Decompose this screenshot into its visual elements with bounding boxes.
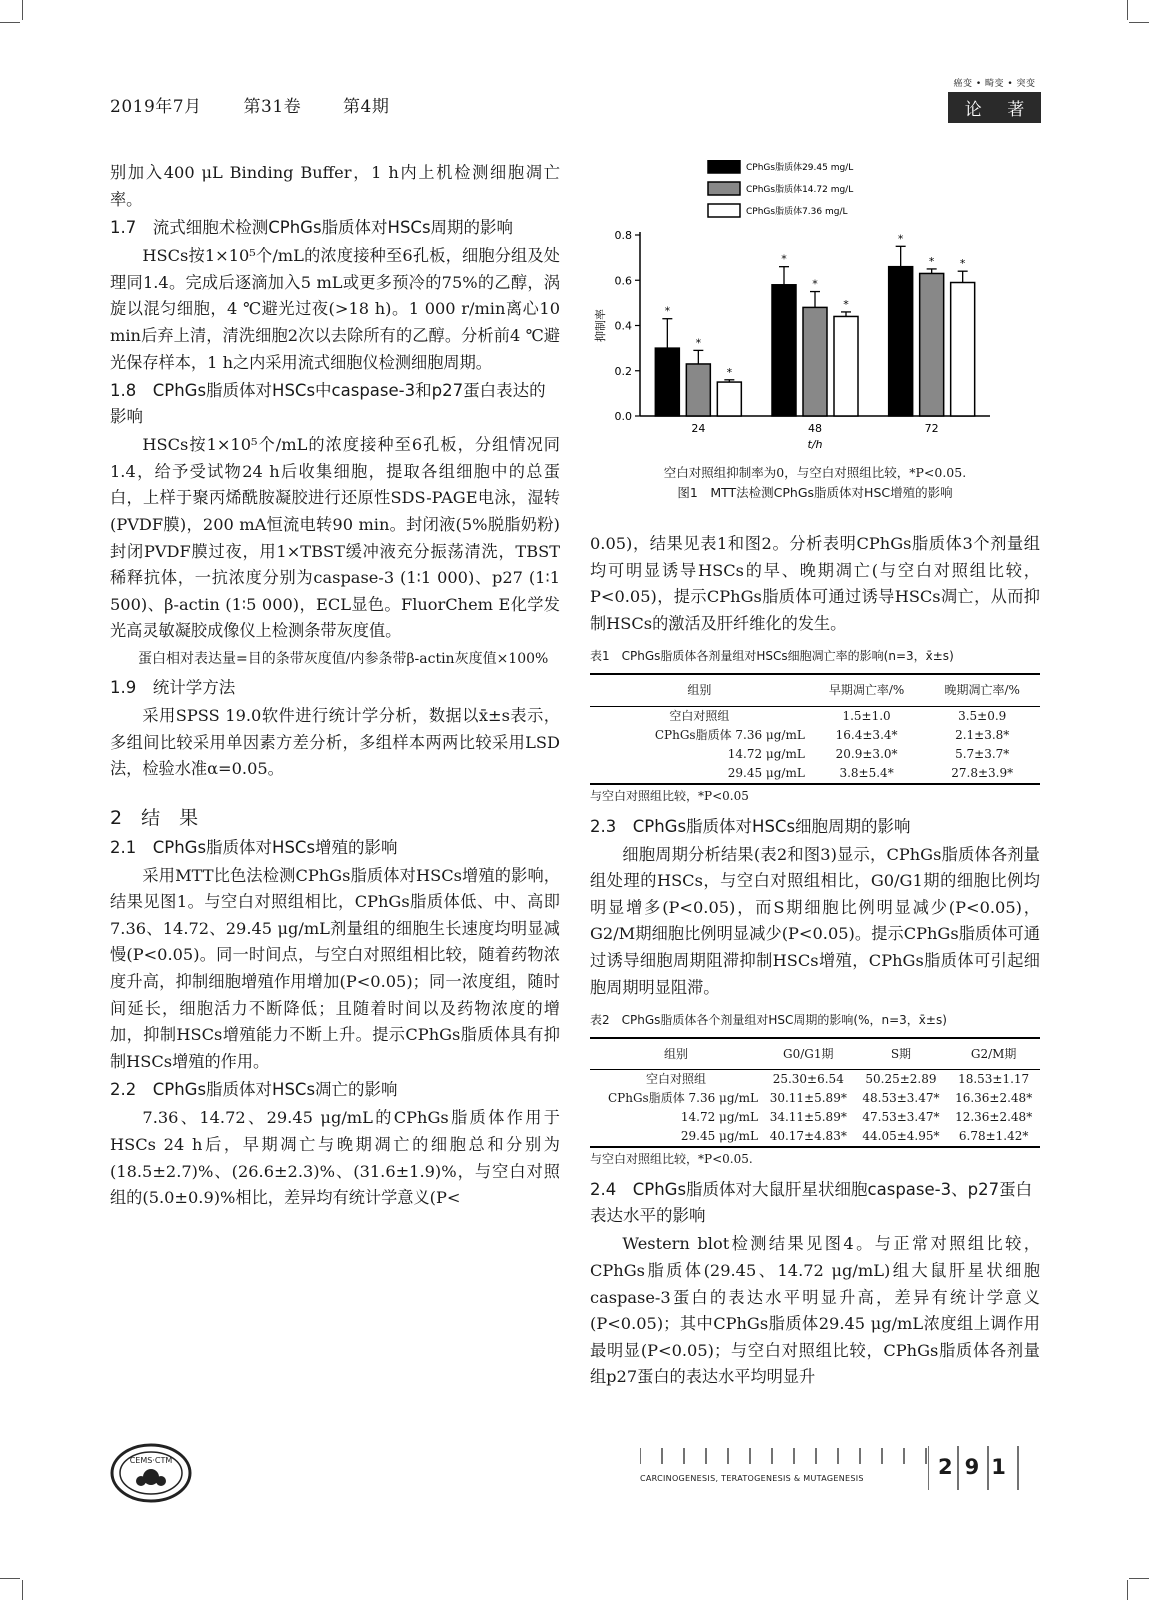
journal-tags: 癌变 • 畸变 • 突变 [953,79,1036,89]
legend-label: CPhGs脂质体14.72 mg/L [746,185,854,195]
table-cell: 29.45 μg/mL [680,1129,758,1144]
table-cell: CPhGs脂质体 7.36 μg/mL [607,1091,758,1106]
page-number: 291 [938,1455,1018,1479]
right-column [590,531,1040,1391]
x-axis-label: t/h [807,438,823,451]
column-header: 组别 [663,1046,688,1061]
section-heading-2: 2 结 果 [110,806,199,829]
table-1-caption: 表1 CPhGs脂质体各剂量组对HSCs细胞凋亡率的影响(n=3，x̄±s) [590,649,954,664]
bar [951,283,975,416]
figure-note: 空白对照组抑制率为0，与空白对照组比较，*P<0.05. [663,465,967,480]
section-heading-2-1: 2.1 CPhGs脂质体对HSCs增殖的影响 [110,837,398,857]
table-row [590,1108,1040,1127]
figure-1-caption-block [590,463,1040,503]
journal-name: CARCINOGENESIS, TERATOGENESIS & MUTAGENESIS [640,1474,864,1483]
y-tick-label: 0.0 [614,410,632,423]
y-tick-label: 0.4 [614,319,632,333]
table-2 [590,1037,1040,1149]
bar [655,348,679,416]
crop-mark [0,22,20,23]
table-cell: 48.53±3.47* [862,1091,940,1106]
table-cell: 20.9±3.0* [835,746,898,761]
table-cell: 27.8±3.9* [951,765,1014,780]
footer-bars [640,1448,940,1474]
table-row [590,726,1040,745]
y-tick-label: 0.6 [614,274,632,288]
crop-mark [1129,22,1149,23]
table-cell: CPhGs脂质体 7.36 μg/mL [654,727,805,742]
header-issue: 第4期 [343,97,390,117]
table-row [590,764,1040,784]
table-cell: 空白对照组 [669,708,730,723]
table-cell: 50.25±2.89 [865,1072,937,1087]
y-tick-label: 0.8 [614,229,632,242]
legend-label: CPhGs脂质体29.45 mg/L [746,163,854,173]
column-header: S期 [890,1046,912,1061]
paragraph: 采用MTT比色法检测CPhGs脂质体对HSCs增殖的影响，结果见图1。与空白对照组相比，CPhGs脂质体低、中、高即7.36、14.72、29.45 μg/mL剂量组的细胞生长速度均明显减慢(P<0.05)。同一时间点，与空白对照组相比较，随着药物浓度升高，抑制细胞增殖作用增加(P<0.05)；同一浓度组，随时间延长，细胞活力不断降低；且随着时间以及药物浓度的增加，抑制HSCs增殖能力不断上升。提示CPhGs脂质体具有抑制HSCs增殖的作用。 [110,865,560,1071]
table-cell: 6.78±1.42* [958,1129,1029,1144]
x-tick-label: 72 [924,422,939,435]
bar [889,267,913,416]
significance-marker: * [664,304,671,318]
table-cell: 44.05±4.95* [862,1129,940,1144]
paragraph: HSCs按1×10⁵个/mL的浓度接种至6孔板，细胞分组及处理同1.4。完成后逐滴加入5 mL或更多预冷的75%的乙醇，涡旋以混匀细胞，4 ℃避光过夜(>18 h)。1 000 r/min离心10 min后弃上清，清洗细胞2次以去除所有的乙醇。分析前4 ℃避光保存样本，1 h之内采用流式细胞仪检测细胞周期。 [110,246,560,372]
table-cell: 14.72 μg/mL [727,746,805,761]
paragraph: HSCs按1×10⁵个/mL的浓度接种至6孔板，分组情况同1.4，给予受试物24 h后收集细胞，提取各组细胞中的总蛋白，上样于聚丙烯酰胺凝胶进行还原性SDS-PAGE电泳，湿转(PVDF膜)，200 mA恒流电转90 min。封闭液(5%脱脂奶粉)封闭PVDF膜过夜，用1×TBST缓冲液充分振荡清洗，TBST稀释抗体，一抗浓度分别为caspase-3 (1∶1 000)、p27 (1∶1 500)、β-actin (1∶5 000)，ECL显色。FluorChem E化学发光高灵敏凝胶成像仪上检测条带灰度值。 [110,435,560,641]
bar [686,364,710,416]
table-cell: 25.30±6.54 [772,1072,844,1087]
figure-caption: 图1 MTT法检测CPhGs脂质体对HSC增殖的影响 [677,485,953,500]
table-1-note: 与空白对照组比较，*P<0.05 [590,788,749,803]
table-row [590,706,1040,726]
table-cell: 2.1±3.8* [955,727,1010,742]
significance-marker: * [959,257,966,271]
table-row [590,1070,1040,1090]
legend-swatch [708,160,740,173]
table-2-caption: 表2 CPhGs脂质体各个剂量组对HSC周期的影响(%，n=3，x̄±s) [590,1013,947,1028]
section-heading-1-8: 1.8 CPhGs脂质体对HSCs中caspase-3和p27蛋白表达的影响 [110,381,546,427]
table-cell: 14.72 μg/mL [680,1110,758,1125]
table-cell: 40.17±4.83* [769,1129,847,1144]
significance-marker: * [843,297,849,311]
section-label [948,76,1041,123]
formula: 蛋白相对表达量=目的条带灰度值/内参条带β-actin灰度值×100% [138,650,549,667]
crop-mark [1129,1578,1149,1579]
section-heading-1-7: 1.7 流式细胞术检测CPhGs脂质体对HSCs周期的影响 [110,218,514,238]
section-heading-2-4: 2.4 CPhGs脂质体对大鼠肝星状细胞caspase-3、p27蛋白表达水平的影响 [590,1180,1033,1226]
legend-swatch [708,182,740,195]
significance-marker: * [726,365,733,379]
section-heading-2-3: 2.3 CPhGs脂质体对HSCs细胞周期的影响 [590,816,911,836]
table-cell: 16.4±3.4* [835,727,898,742]
significance-marker: * [897,232,904,246]
table-cell: 34.11±5.89* [769,1110,847,1125]
table-header-row [590,674,1040,706]
paragraph: 别加入400 μL Binding Buffer，1 h内上机检测细胞凋亡率。 [110,163,560,209]
table-header-row [590,1038,1040,1070]
crop-mark [1127,1580,1128,1600]
paragraph: 7.36、14.72、29.45 μg/mL的CPhGs脂质体作用于HSCs 24 h后，早期凋亡与晚期凋亡的细胞总和分别为(18.5±2.7)%、(26.6±2.3)%、(31.6±1.9)%，与空白对照组的(5.0±0.9)%相比，差异均有统计学意义(P< [110,1108,560,1208]
x-tick-label: 24 [691,422,706,435]
legend-label: CPhGs脂质体7.36 mg/L [746,207,848,217]
running-header [110,92,425,117]
table-cell: 空白对照组 [645,1072,706,1087]
crop-mark [22,0,23,20]
significance-marker: * [812,277,818,291]
crop-mark [1127,0,1128,20]
section-heading-1-9: 1.9 统计学方法 [110,677,236,697]
significance-marker: * [695,336,702,350]
bar [834,316,858,416]
bar [920,273,944,416]
table-cell: 3.5±0.9 [958,708,1007,723]
section-heading-2-2: 2.2 CPhGs脂质体对HSCs凋亡的影响 [110,1080,398,1100]
column-header: G0/G1期 [783,1046,834,1061]
paragraph: 采用SPSS 19.0软件进行统计学分析，数据以x̄±s表示，多组间比较采用单因素方差分析，多组样本两两比较采用LSD法，检验水准α=0.05。 [110,705,560,779]
bar [803,307,827,416]
table-cell: 16.36±2.48* [955,1091,1033,1106]
header-date: 2019年7月 [110,97,202,117]
column-header: 早期凋亡率/% [828,682,905,697]
table-cell: 18.53±1.17 [958,1072,1030,1087]
figure-1 [590,160,1040,460]
table-cell: 3.8±5.4* [839,765,894,780]
table-cell: 29.45 μg/mL [727,765,805,780]
bar [717,382,741,416]
table-row [590,1089,1040,1108]
significance-marker: * [781,252,787,266]
column-header: G2/M期 [970,1046,1017,1061]
left-column [110,160,560,1212]
paragraph: 细胞周期分析结果(表2和图3)显示，CPhGs脂质体各剂量组处理的HSCs，与空白对照组相比，G0/G1期的细胞比例均明显增多(P<0.05)，而S期细胞比例明显减少(P<0.05)，G2/M期细胞比例明显减少(P<0.05)。提示CPhGs脂质体可通过诱导细胞周期阻滞抑制HSCs增殖，CPhGs脂质体可引起细胞周期明显阻滞。 [590,844,1040,997]
table-1 [590,673,1040,785]
crop-mark [22,1580,23,1600]
table-cell: 30.11±5.89* [769,1091,847,1106]
column-header: 晚期凋亡率/% [944,682,1020,697]
table-cell: 47.53±3.47* [862,1110,940,1125]
header-volume: 第31卷 [243,97,302,117]
table-cell: 1.5±1.0 [842,708,891,723]
table-row [590,745,1040,764]
society-logo [110,1443,192,1503]
table-2-note: 与空白对照组比较，*P<0.05. [590,1152,753,1167]
table-cell: 12.36±2.48* [955,1110,1033,1125]
bar-chart [590,160,1040,460]
bar [772,285,796,416]
paragraph: Western blot检测结果见图4。与正常对照组比较，CPhGs脂质体(29.45、14.72 μg/mL)组大鼠肝星状细胞caspase-3蛋白的表达水平明显升高，差异有统计学意义(P<0.05)；其中CPhGs脂质体29.45 μg/mL浓度组上调作用最明显(P<0.05)；与空白对照组比较，CPhGs脂质体各剂量组p27蛋白的表达水平均明显升 [590,1234,1040,1387]
legend-swatch [708,204,740,217]
significance-marker: * [928,254,935,268]
table-row [590,1127,1040,1147]
y-tick-label: 0.2 [614,364,632,378]
section-title: 论 著 [948,92,1041,123]
x-tick-label: 48 [808,422,822,435]
decorative-bars [640,1448,940,1470]
y-axis-label: 抑制率 [594,309,607,342]
crop-mark [0,1578,20,1579]
table-cell: 5.7±3.7* [955,746,1010,761]
paragraph: 0.05)，结果见表1和图2。分析表明CPhGs脂质体3个剂量组均可明显诱导HSCs的早、晚期凋亡(与空白对照组比较，P<0.05)，提示CPhGs脂质体可通过诱导HSCs凋亡，从而抑制HSCs的激活及肝纤维化的发生。 [590,534,1040,633]
column-header: 组别 [687,682,712,697]
logo-text: CEMS·CTM [129,1456,173,1465]
